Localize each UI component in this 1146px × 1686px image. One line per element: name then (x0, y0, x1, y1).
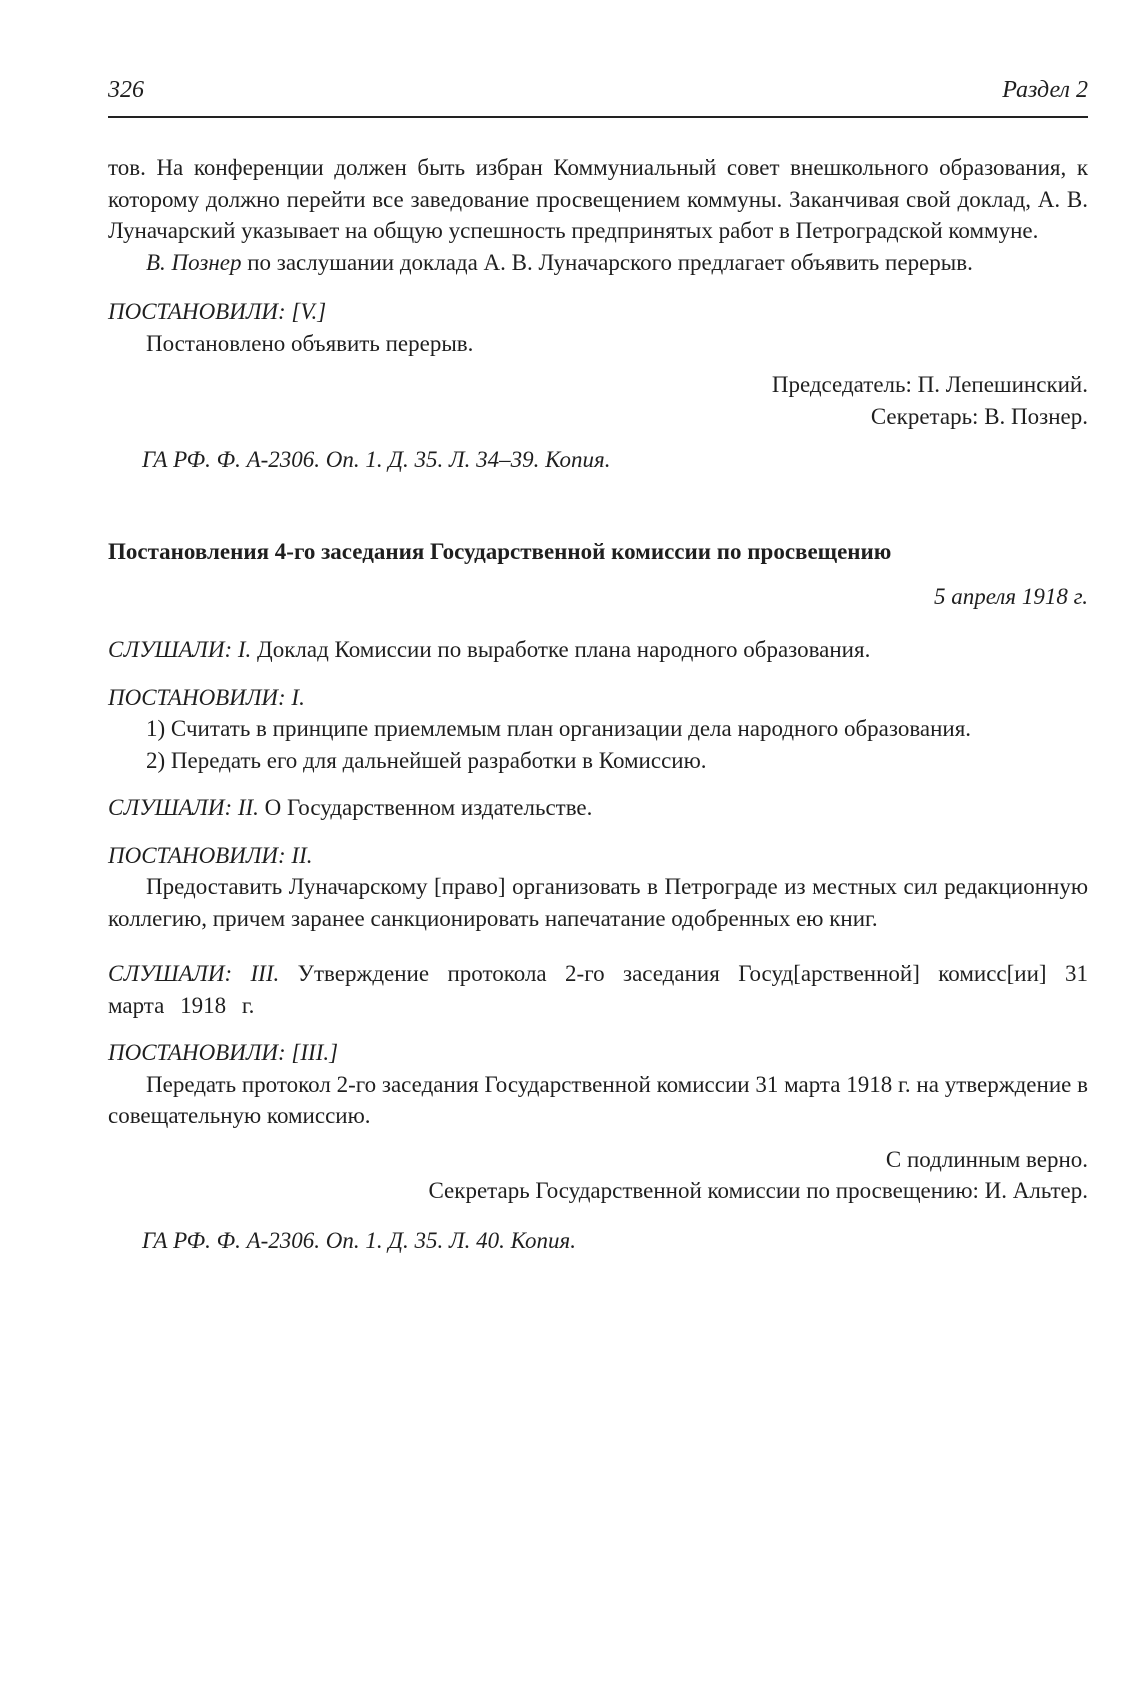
archive-reference-2: ГА РФ. Ф. А-2306. Оп. 1. Д. 35. Л. 40. Копия. (142, 1227, 576, 1253)
secretary-signature-2: Секретарь Государственной комиссии по просвещению: И. Альтер. (428, 1178, 1088, 1203)
section-heading: Постановления 4-го заседания Государственной комиссии по просвещению (108, 538, 892, 564)
resolved-2-label: ПОСТАНОВИЛИ: II. (108, 842, 313, 868)
heard-3-label: СЛУШАЛИ: III. (108, 961, 280, 986)
body-paragraph-2 (108, 247, 1088, 279)
resolved-1-label: ПОСТАНОВИЛИ: I. (108, 684, 305, 710)
resolved-3-label: ПОСТАНОВИЛИ: [III.] (108, 1040, 339, 1065)
resolved-1-item-1: 1) Считать в принципе приемлемым план организации дела народного образования. (146, 716, 972, 741)
heard-2-label: СЛУШАЛИ: II. (108, 795, 259, 820)
resolved-2-text: Предоставить Луначарскому [право] организовать в Петрограде из местных сил редакционную коллегию, причем заранее санкционировать напечатание одобренных ею книг. (108, 874, 1088, 931)
secretary-signature: Секретарь: В. Познер. (870, 403, 1088, 429)
speaker-text: по заслушании доклада А. В. Луначарского предлагает объявить перерыв. (241, 249, 973, 275)
resolved-5-label: ПОСТАНОВИЛИ: [V.] (108, 299, 327, 324)
speaker-name: В. Познер (146, 249, 242, 275)
heard-1-label: СЛУШАЛИ: I. (108, 637, 252, 662)
section-title: Раздел 2 (1002, 77, 1088, 103)
certified-copy: С подлинным верно. (885, 1146, 1088, 1172)
meeting-date: 5 апреля 1918 г. (933, 583, 1088, 609)
resolved-5-text: Постановлено объявить перерыв. (146, 330, 474, 356)
document-page (108, 72, 1088, 1632)
page-header (108, 72, 1088, 118)
resolved-1-item-2: 2) Передать его для дальнейшей разработки в Комиссию. (146, 747, 707, 773)
archive-reference-1: ГА РФ. Ф. А-2306. Оп. 1. Д. 35. Л. 34–39. Копия. (142, 447, 611, 472)
heard-2 (108, 792, 1088, 824)
page-content (108, 152, 1088, 1256)
chairman-signature: Председатель: П. Лепешинский. (771, 372, 1088, 397)
page-number: 326 (108, 77, 144, 103)
heard-2-text: О Государственном издательстве. (258, 795, 593, 820)
heard-1-text: Доклад Комиссии по выработке плана народного образования. (251, 637, 871, 662)
body-paragraph-1: тов. На конференции должен быть избран Коммуниальный совет внешкольного образования, к которому должно перейти все заведование просвещением коммуны. Заканчивая свой доклад, А. В. Луначарский указывает на общую успешность предпринятых работ в Петроградской коммуне. (108, 155, 1088, 243)
resolved-3-text: Передать протокол 2-го заседания Государственной комиссии 31 марта 1918 г. на утверждение в совещательную комиссию. (108, 1071, 1088, 1128)
heard-3 (108, 958, 1088, 1021)
heard-3-text: Утверждение протокола 2-го заседания Госуд[арственной] комисс[ии] 31 марта 1918 г. (108, 961, 1088, 1018)
heard-1 (108, 634, 1088, 666)
